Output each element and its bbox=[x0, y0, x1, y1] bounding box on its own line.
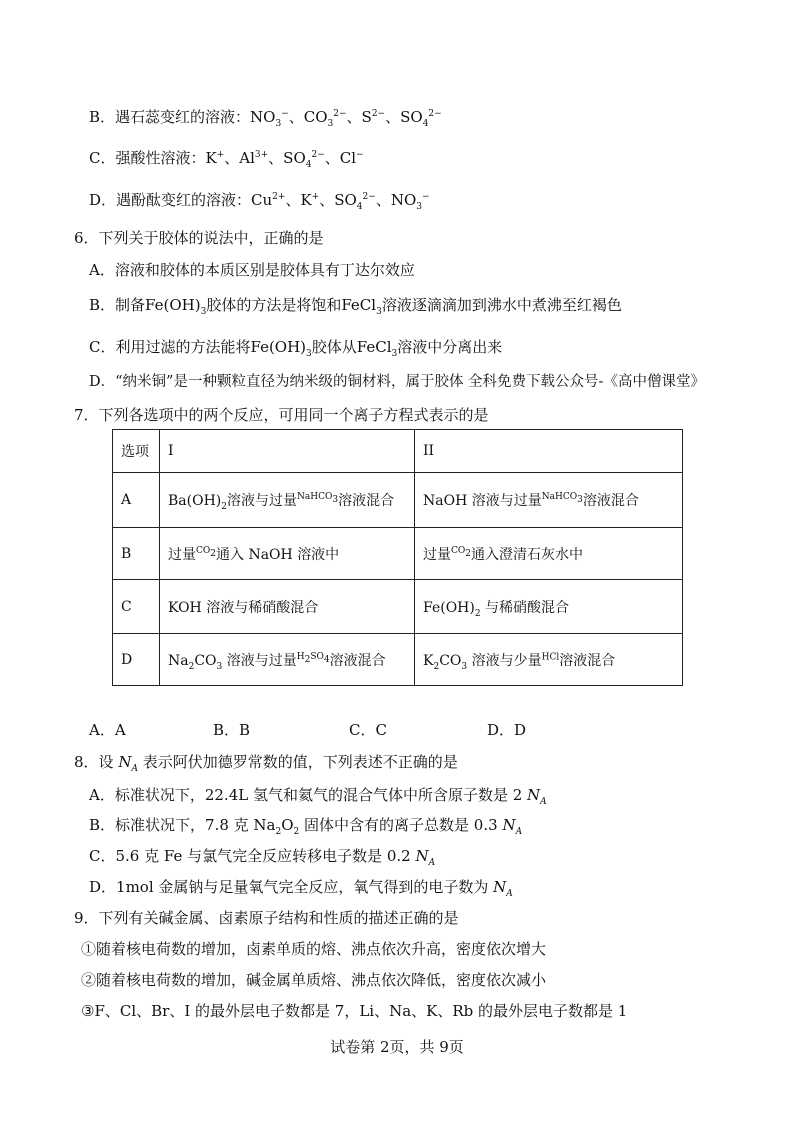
q7-answer-a: A．A bbox=[89, 721, 126, 739]
q8-option-c: C．5.6 克 Fe 与氯气完全反应转移电子数是 0.2 $N_A$ bbox=[89, 847, 436, 868]
table-row: A $Ba(OH)_2$溶液与过量$^{NaHCO_3}$溶液混合 NaOH 溶液与过量$^{NaHCO_3}$溶液混合 bbox=[113, 473, 683, 528]
q7-answer-c: C．C bbox=[349, 721, 387, 739]
q8-stem: 8．设 $N_A$ 表示阿伏加德罗常数的值，下列表述不正确的是 bbox=[74, 753, 458, 774]
q8-option-d: D．1mol 金属钠与足量氧气完全反应，氧气得到的电子数为 $N_A$ bbox=[89, 878, 513, 899]
table-row: C KOH 溶液与稀硝酸混合 $Fe(OH)_2$ 与稀硝酸混合 bbox=[113, 580, 683, 634]
q8-option-b: B．标准状况下，7.8 克 $Na_2O_2$ 固体中含有的离子总数是 0.3 $N_A$ bbox=[89, 816, 523, 837]
q7-table bbox=[112, 429, 683, 686]
q5-option-d: D．遇酚酞变红的溶液：$Cu^{2+}$、K+、$SO_4^{2-}$、$NO_3^-$ bbox=[89, 191, 430, 212]
q9-statement-1: ①随着核电荷数的增加，卤素单质的熔、沸点依次升高，密度依次增大 bbox=[81, 940, 547, 958]
q6-option-d: D．“纳米铜”是一种颗粒直径为纳米级的铜材料，属于胶体 全科免费下载公众号-《高中僧课堂》 bbox=[89, 374, 705, 390]
q9-stem: 9．下列有关碱金属、卤素原子结构和性质的描述正确的是 bbox=[74, 909, 459, 927]
page-footer: 试卷第 2页，共 9页 bbox=[330, 1038, 464, 1056]
table-row: B 过量$^{CO_2}$通入 NaOH 溶液中 过量$^{CO_2}$通入澄清石灰水中 bbox=[113, 528, 683, 580]
q5-option-c: C．强酸性溶液：K+、$Al^{3+}$、$SO_4^{2-}$、Cl− bbox=[89, 149, 364, 170]
q8-option-a: A．标准状况下，22.4L 氢气和氦气的混合气体中所含原子数是 2 $N_A$ bbox=[89, 786, 547, 807]
q7-stem: 7．下列各选项中的两个反应，可用同一个离子方程式表示的是 bbox=[74, 406, 489, 424]
q7-answer-b: B．B bbox=[213, 721, 251, 739]
q7-answer-d: D．D bbox=[487, 721, 527, 739]
q6-stem: 6．下列关于胶体的说法中，正确的是 bbox=[74, 229, 324, 247]
q6-option-a: A．溶液和胶体的本质区别是胶体具有丁达尔效应 bbox=[89, 261, 415, 279]
q5-option-b: B．遇石蕊变红的溶液：$NO_3^-$、$CO_3^{2-}$、$S^{2-}$、$SO_4^{2-}$ bbox=[89, 108, 442, 129]
q9-statement-3: ③F、Cl、Br、I 的最外层电子数都是 7，Li、Na、K、Rb 的最外层电子数都是 1 bbox=[81, 1002, 628, 1020]
q6-option-c: C．利用过滤的方法能将$Fe(OH)_3$胶体从FeCl$_3$溶液中分离出来 bbox=[89, 338, 503, 359]
q6-option-b: B．制备$Fe(OH)_3$胶体的方法是将饱和FeCl$_3$溶液逐滴滴加到沸水中煮沸至红褐色 bbox=[89, 296, 622, 317]
q9-statement-2: ②随着核电荷数的增加，碱金属单质熔、沸点依次降低，密度依次减小 bbox=[81, 971, 547, 989]
table-row: D $Na_2CO_3$ 溶液与过量$^{H_2SO_4}$溶液混合 $K_2CO_3$ 溶液与少量$^{HCl}$溶液混合 bbox=[113, 634, 683, 686]
table-row: 选项 I II bbox=[113, 430, 683, 473]
